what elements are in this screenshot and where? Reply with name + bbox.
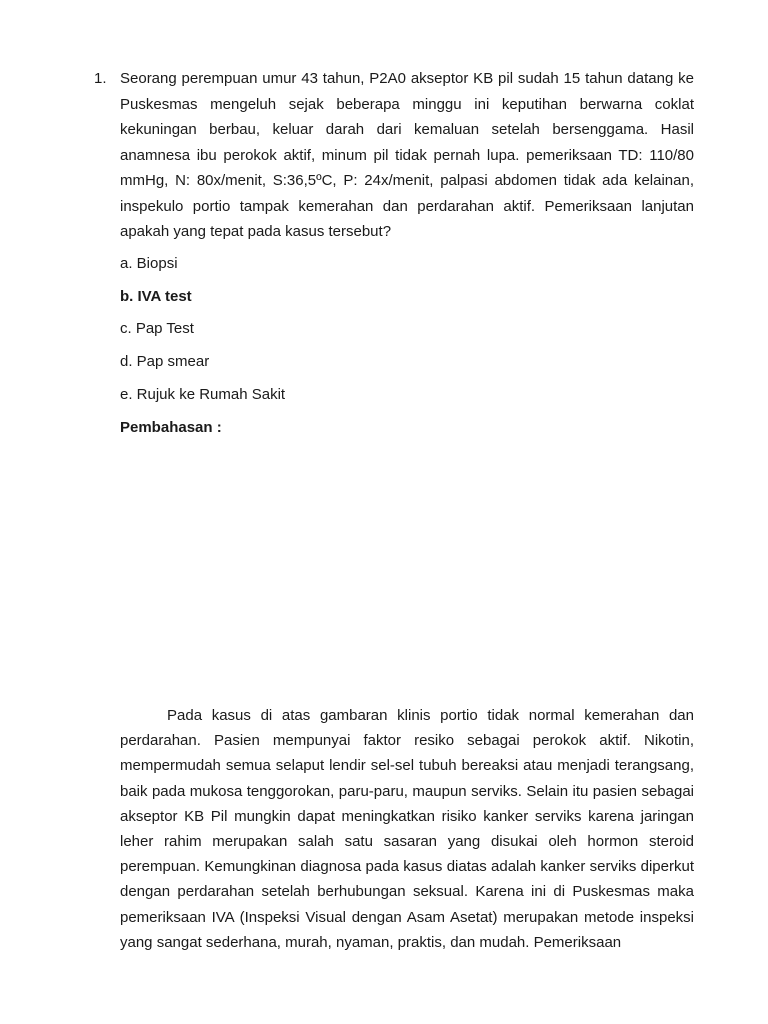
option-d: d. Pap smear bbox=[120, 353, 210, 371]
option-a: a. Biopsi bbox=[120, 255, 178, 272]
option-e: e. Rujuk ke Rumah Sakit bbox=[120, 385, 286, 403]
question-block bbox=[94, 66, 694, 245]
question-number: 1. bbox=[94, 70, 107, 87]
discussion-body: Pada kasus di atas gambaran klinis portio tidak normal kemerahan dan perdarahan. Pasien mempunyai faktor resiko sebagai perokok aktif. Nikotin, mempermudah semua selaput lendir sel-sel tubuh bereaksi atau menjadi terangsang, baik pada mukosa tenggorokan, paru-paru, maupun serviks. Selain itu pasien sebagai akseptor KB Pil mungkin dapat meningkatkan risiko kanker serviks karena jaringan leher rahim merupakan salah satu sasaran yang disukai oleh hormon steroid perempuan. Kemungkinan diagnosa pada kasus diatas adalah kanker serviks diperkut dengan perdarahan setelah berhubungan seksual. Karena ini di Puskesmas maka pemeriksaan IVA (Inspeksi Visual dengan Asam Asetat) merupakan metode inspeksi yang sangat sederhana, murah, nyaman, praktis, dan mudah. Pemeriksaan bbox=[120, 707, 694, 951]
discussion-heading: Pembahasan : bbox=[120, 419, 222, 436]
option-b-correct: b. IVA test bbox=[120, 287, 192, 305]
option-c: c. Pap Test bbox=[120, 320, 194, 338]
question-text: Seorang perempuan umur 43 tahun, P2A0 akseptor KB pil sudah 15 tahun datang ke Puskesmas mengeluh sejak beberapa minggu ini keputihan berwarna coklat kekuningan berbau, keluar darah dari kemaluan setelah bersenggama. Hasil anamnesa ibu perokok aktif, minum pil tidak pernah lupa. pemeriksaan TD: 110/80 mmHg, N: 80x/menit, S:36,5ºC, P: 24x/menit, palpasi abdomen tidak ada kelainan, inspekulo portio tampak kemerahan dan perdarahan aktif. Pemeriksaan lanjutan apakah yang tepat pada kasus tersebut? bbox=[120, 70, 694, 240]
answer-options bbox=[120, 252, 285, 415]
